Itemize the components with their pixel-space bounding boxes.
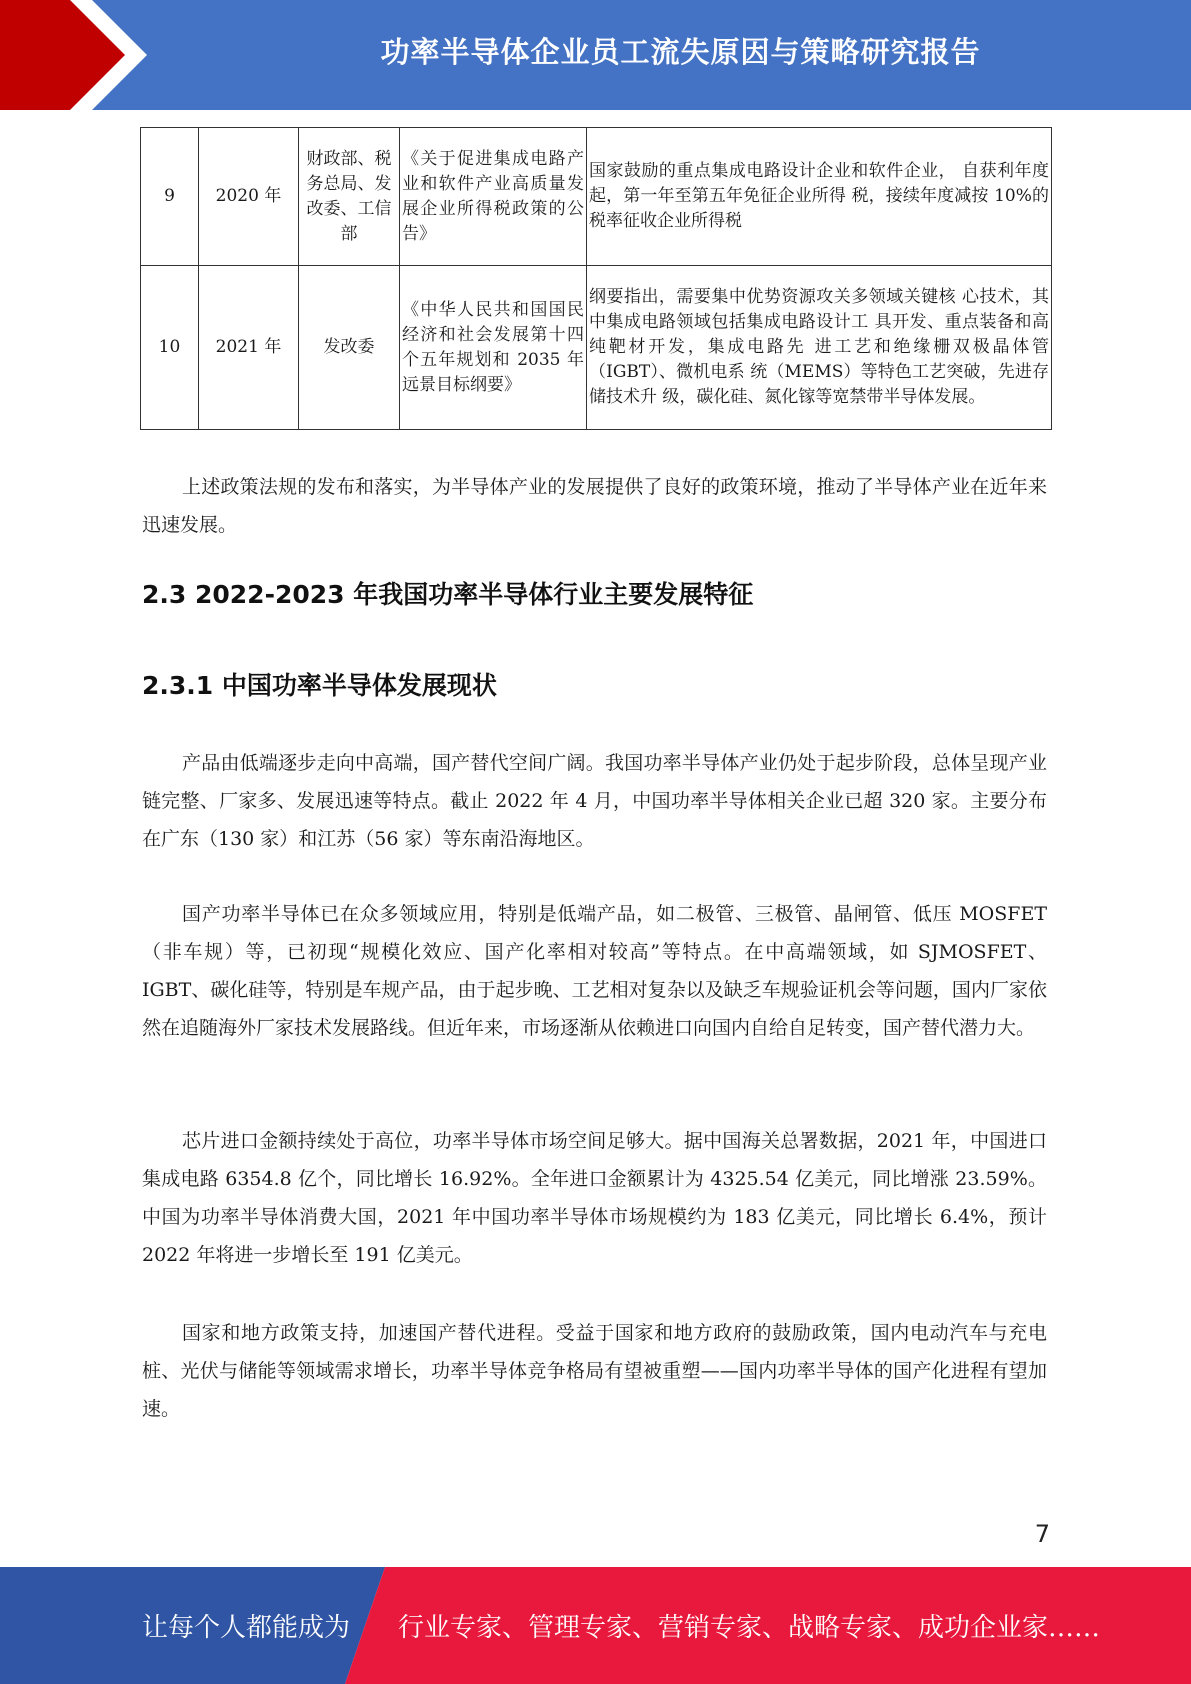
row-year: 2020 年 (199, 128, 299, 266)
header-red-arrow (0, 0, 145, 110)
page-header (0, 0, 1191, 110)
table-row (141, 128, 1052, 266)
paragraph-chip-import: 芯片进口金额持续处于高位，功率半导体市场空间足够大。据中国海关总署数据，2021 年，中国进口集成电路 6354.8 亿个，同比增长 16.92%。全年进口金额累计为 4325.54 亿美元，同比增涨 23.59%。中国为功率半导体消费大国，2021 年中国功率半导体市场规模约为 183 亿美元，同比增长 6.4%，预计 2022 年将进一步增长至 191 亿美元。 (142, 1130, 1047, 1266)
row-number: 10 (141, 266, 199, 430)
page-number: 7 (1034, 1520, 1050, 1548)
subsection-heading: 2.3.1 中国功率半导体发展现状 (142, 671, 497, 700)
row-document: 《中华人民共和国国民经济和社会发展第十四个五年规划和 2035 年远景目标纲要》 (400, 266, 587, 430)
row-document: 《关于促进集成电路产业和软件产业高质量发展企业所得税政策的公告》 (400, 128, 587, 266)
table-row (141, 266, 1052, 430)
row-number: 9 (141, 128, 199, 266)
section-heading: 2.3 2022-2023 年我国功率半导体行业主要发展特征 (142, 580, 754, 609)
row-content: 国家鼓励的重点集成电路设计企业和软件企业， 自获利年度起，第一年至第五年免征企业所得 税，接续年度减按 10%的税率征收企业所得税 (587, 128, 1052, 266)
paragraph-product-status: 产品由低端逐步走向中高端，国产替代空间广阔。我国功率半导体产业仍处于起步阶段，总体呈现产业链完整、厂家多、发展迅速等特点。截止 2022 年 4 月，中国功率半导体相关企业已超 320 家。主要分布在广东（130 家）和江苏（56 家）等东南沿海地区。 (142, 752, 1047, 850)
paragraph-domestic-application: 国产功率半导体已在众多领域应用，特别是低端产品，如二极管、三极管、晶闸管、低压 MOSFET（非车规）等，已初现“规模化效应、国产化率相对较高”等特点。在中高端领域，如 SJMOSFET、IGBT、碳化硅等，特别是车规产品，由于起步晚、工艺相对复杂以及缺乏车规验证机会等问题，国内厂家依然在追随海外厂家技术发展路线。但近年来，市场逐渐从依赖进口向国内自给自足转变，国产替代潜力大。 (142, 903, 1047, 1039)
paragraph-policy-support: 国家和地方政策支持，加速国产替代进程。受益于国家和地方政府的鼓励政策，国内电动汽车与充电桩、光伏与储能等领域需求增长，功率半导体竞争格局有望被重塑——国内功率半导体的国产化进程有望加速。 (142, 1322, 1047, 1420)
paragraph-policy-summary: 上述政策法规的发布和落实，为半导体产业的发展提供了良好的政策环境，推动了半导体产业在近年来迅速发展。 (142, 476, 1047, 536)
footer-slogan-right: 行业专家、管理专家、营销专家、战略专家、成功企业家…… (398, 1613, 1101, 1643)
row-department: 财政部、税务总局、发改委、工信部 (299, 128, 400, 266)
header-title: 功率半导体企业员工流失原因与策略研究报告 (380, 34, 981, 69)
policy-table (140, 127, 1052, 430)
row-department: 发改委 (299, 266, 400, 430)
page-footer (0, 1567, 1191, 1684)
row-year: 2021 年 (199, 266, 299, 430)
row-content: 纲要指出，需要集中优势资源攻关多领域关键核 心技术，其中集成电路领域包括集成电路设计工 具开发、重点装备和高纯靶材开发，集成电路先 进工艺和绝缘栅双极晶体管（IGBT）、微机电系 统（MEMS）等特色工艺突破，先进存储技术升 级，碳化硅、氮化镓等宽禁带半导体发展。 (587, 266, 1052, 430)
footer-slogan-left: 让每个人都能成为 (142, 1613, 351, 1643)
